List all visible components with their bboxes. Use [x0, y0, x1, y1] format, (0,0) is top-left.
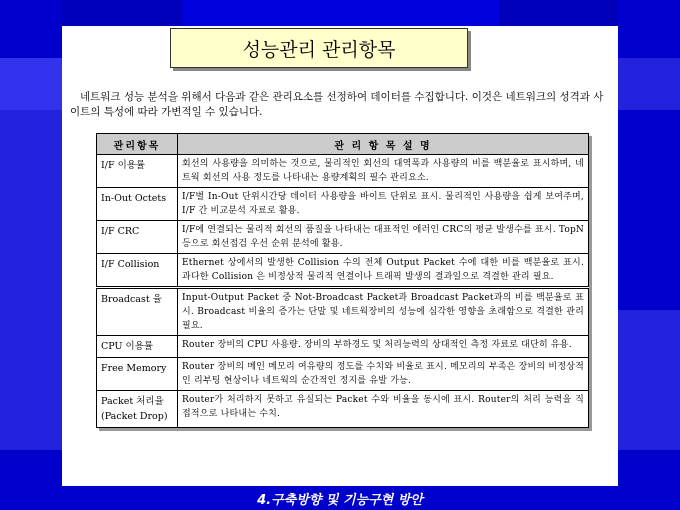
right-frame-bottom — [618, 450, 680, 510]
item-name-cell — [97, 391, 178, 428]
item-name: I/F Collision — [97, 254, 178, 288]
item-name: I/F CRC — [97, 221, 178, 254]
top-frame-left-block — [62, 0, 182, 26]
left-frame-top — [0, 0, 62, 58]
left-frame-middle — [0, 110, 62, 450]
item-description: I/F에 연결되는 물리적 회선의 품질을 나타내는 대표적인 에러인 CRC의 평균 발생수를 표시. TopN 등으로 회선접검 우선 순위 분석에 활용. — [178, 221, 589, 254]
item-name-sub: (Packet Drop) — [101, 411, 168, 422]
header-description: 관 리 항 목 설 명 — [178, 134, 589, 155]
footer-caption: 4.구축방향 및 기능구현 방안 — [62, 486, 618, 510]
item-name: Broadcast 율 — [97, 288, 178, 336]
item-description: Router 장비의 메인 메모리 여유량의 정도를 수치와 비율로 표시. 메모리의 부족은 장비의 비정상적인 리부팅 현상이나 네트웍의 순간적인 정지를 유발 가능. — [178, 358, 589, 391]
table-row — [97, 155, 589, 188]
intro-paragraph: 네트워크 성능 분석을 위해서 다음과 같은 관리요소를 선정하여 데이터를 수집합니다. 이것은 네트워크의 성격과 사이트의 특성에 따라 가변적일 수 있습니다. — [70, 91, 604, 118]
item-description: Router가 처리하지 못하고 유실되는 Packet 수와 비율을 동시에 표시. Router의 처리 능력을 직접적으로 나타내는 수치. — [178, 391, 589, 428]
item-description: Input-Output Packet 중 Not-Broadcast Packet과 Broadcast Packet과의 비를 백분율로 표시. Broadcast 비율의 증가는 단말 및 네트웍장비의 성능에 심각한 영향을 초래함으로 격결한 관리 필요. — [178, 288, 589, 336]
right-frame-middle-lower — [618, 310, 680, 450]
item-name: Free Memory — [97, 358, 178, 391]
item-name: CPU 이용률 — [97, 336, 178, 358]
right-frame-band — [618, 58, 680, 110]
item-description: Ethernet 상에서의 발생한 Collision 수의 전체 Output Packet 수에 대한 비를 백분율로 표시. 과다한 Collision 은 비정상적 물리적 연결이나 트래픽 발생의 결과일으로 격결한 관리 필요. — [178, 254, 589, 288]
item-name: Packet 처리율 — [101, 396, 164, 407]
item-description: 회선의 사용량을 의미하는 것으로, 물리적인 회선의 대역폭과 사용량의 비를 백분율로 표시하며, 네트웍 회선의 사용 정도를 나타내는 용량계획의 필수 관리요소. — [178, 155, 589, 188]
top-frame-right-block — [500, 0, 618, 26]
table-row — [97, 288, 589, 336]
left-frame-bottom — [0, 450, 62, 510]
right-frame-middle — [618, 110, 680, 310]
item-name: I/F 이용률 — [97, 155, 178, 188]
item-name: In-Out Octets — [97, 188, 178, 221]
slide-title: 성능관리 관리항목 — [170, 28, 468, 68]
table-row — [97, 336, 589, 358]
table-header-row — [97, 134, 589, 155]
table-row — [97, 391, 589, 428]
left-frame-band — [0, 58, 62, 110]
table-row — [97, 221, 589, 254]
table-row — [97, 254, 589, 288]
header-item: 관리항목 — [97, 134, 178, 155]
item-description: Router 장비의 CPU 사용량. 장비의 부하경도 및 처리능력의 상대적인 측정 자료로 대단히 유용. — [178, 336, 589, 358]
table-row — [97, 358, 589, 391]
management-items-table — [96, 133, 589, 428]
table-row — [97, 188, 589, 221]
item-description: I/F별 In-Out 단위시간당 데이터 사용량을 바이트 단위로 표시. 물리적인 사용량을 쉽게 보여주며, I/F 간 비교분석 자료로 활용. — [178, 188, 589, 221]
right-frame-top — [618, 0, 680, 58]
